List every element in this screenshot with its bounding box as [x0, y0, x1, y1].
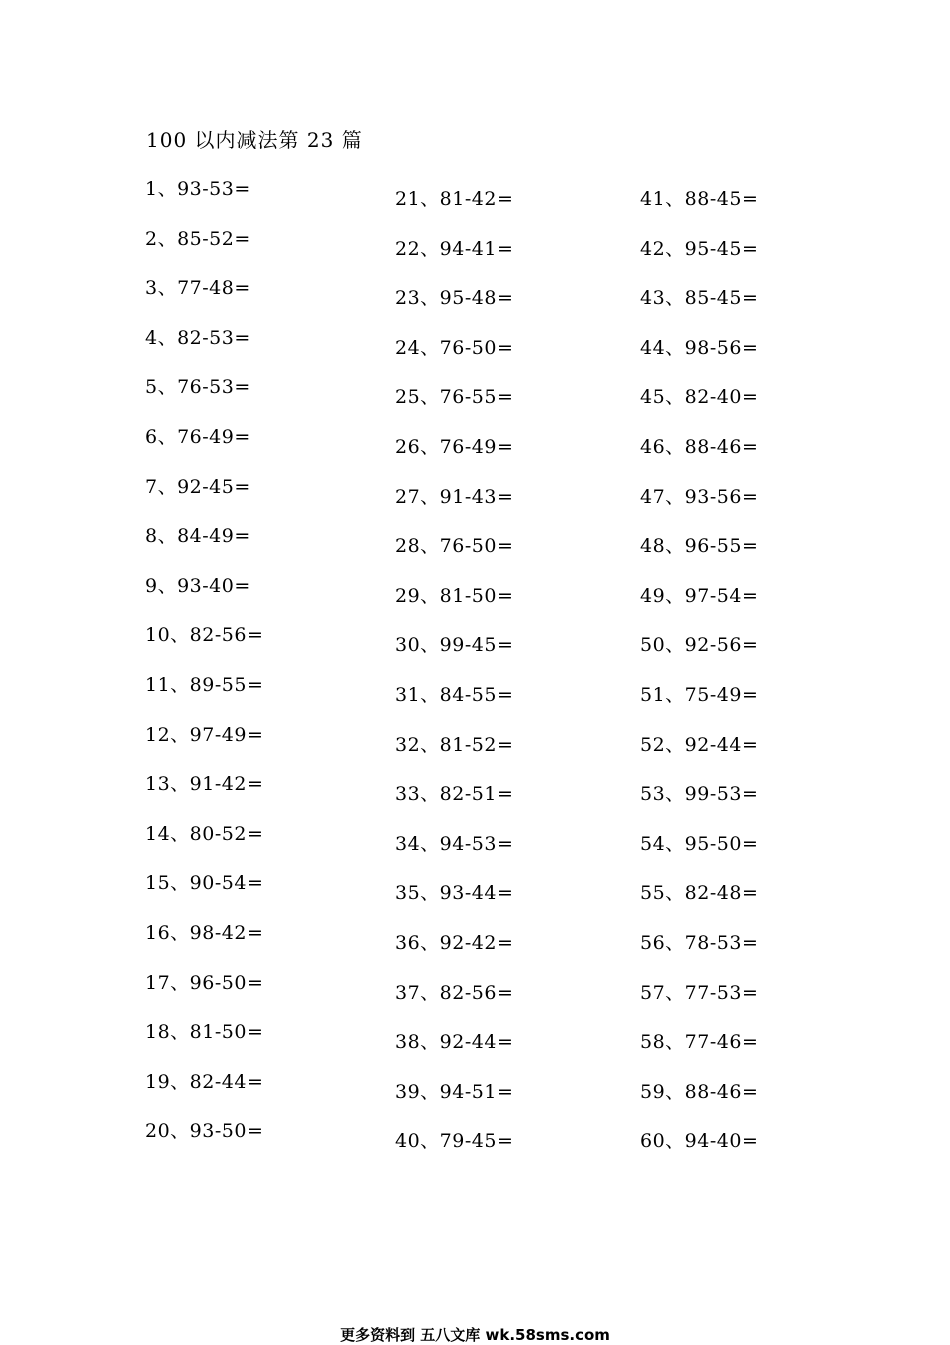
problem-item: 14、80-52= [145, 822, 264, 845]
problem-item: 47、93-56= [640, 485, 759, 508]
problem-item: 29、81-50= [395, 584, 514, 607]
problem-item: 49、97-54= [640, 584, 759, 607]
problem-item: 57、77-53= [640, 981, 759, 1004]
problem-item: 42、95-45= [640, 237, 759, 260]
problem-item: 41、88-45= [640, 188, 759, 210]
problem-item: 38、92-44= [395, 1031, 514, 1054]
problem-item: 3、77-48= [145, 277, 251, 300]
footer-watermark: 更多资料到 五八文库 wk.58sms.com [340, 1326, 610, 1344]
problem-item: 18、81-50= [145, 1021, 264, 1044]
problem-item: 43、85-45= [640, 287, 759, 310]
problem-item: 21、81-42= [395, 188, 514, 210]
problem-item: 32、81-52= [395, 733, 514, 756]
problem-item: 4、82-53= [145, 326, 251, 349]
problem-item: 45、82-40= [640, 386, 759, 409]
problem-item: 7、92-45= [145, 475, 251, 498]
problem-item: 8、84-49= [145, 525, 251, 548]
problem-item: 50、92-56= [640, 634, 759, 657]
problem-item: 26、76-49= [395, 436, 514, 458]
problem-item: 55、82-48= [640, 882, 759, 905]
problem-item: 35、93-44= [395, 882, 514, 905]
problem-item: 59、88-46= [640, 1080, 759, 1103]
problem-item: 58、77-46= [640, 1031, 759, 1054]
problem-item: 25、76-55= [395, 386, 514, 409]
problem-item: 11、89-55= [145, 674, 264, 696]
problem-item: 20、93-50= [145, 1120, 264, 1143]
problem-item: 15、90-54= [145, 872, 264, 895]
problem-item: 39、94-51= [395, 1080, 514, 1103]
problem-item: 2、85-52= [145, 227, 251, 250]
problem-item: 53、99-53= [640, 783, 759, 806]
problem-item: 28、76-50= [395, 535, 514, 558]
problem-item: 12、97-49= [145, 723, 264, 746]
problem-item: 9、93-40= [145, 574, 251, 597]
problem-item: 40、79-45= [395, 1130, 514, 1153]
problem-item: 5、76-53= [145, 376, 251, 399]
problem-item: 23、95-48= [395, 287, 514, 310]
problem-item: 36、92-42= [395, 932, 514, 954]
problem-item: 6、76-49= [145, 426, 251, 448]
problem-item: 60、94-40= [640, 1130, 759, 1153]
problem-item: 33、82-51= [395, 783, 514, 806]
problem-item: 27、91-43= [395, 485, 514, 508]
page-title: 100 以内减法第 23 篇 [146, 128, 363, 152]
problem-item: 52、92-44= [640, 733, 759, 756]
problem-item: 1、93-53= [145, 178, 251, 200]
problem-item: 46、88-46= [640, 436, 759, 458]
problem-item: 31、84-55= [395, 684, 514, 706]
problem-item: 37、82-56= [395, 981, 514, 1004]
problem-item: 10、82-56= [145, 624, 264, 647]
problem-item: 24、76-50= [395, 336, 514, 359]
problem-item: 56、78-53= [640, 932, 759, 954]
problem-item: 13、91-42= [145, 773, 264, 796]
problem-item: 51、75-49= [640, 684, 759, 706]
problem-item: 17、96-50= [145, 971, 264, 994]
problem-item: 16、98-42= [145, 922, 264, 944]
problem-item: 22、94-41= [395, 237, 514, 260]
problem-item: 54、95-50= [640, 832, 759, 855]
problem-item: 30、99-45= [395, 634, 514, 657]
problem-item: 48、96-55= [640, 535, 759, 558]
problem-item: 44、98-56= [640, 336, 759, 359]
problem-item: 34、94-53= [395, 832, 514, 855]
problem-item: 19、82-44= [145, 1070, 264, 1093]
